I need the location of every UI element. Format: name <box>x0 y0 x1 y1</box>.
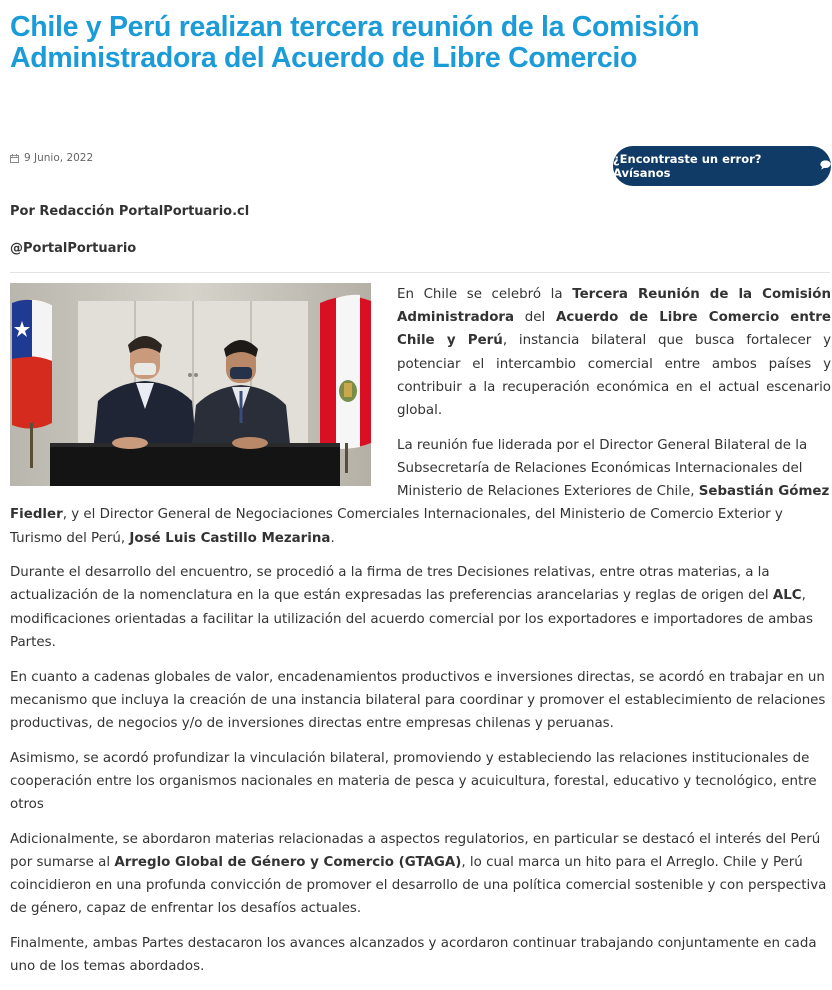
paragraph-1: En Chile se celebró la Tercera Reunión de la Comisión Administradora del Acuerdo de Libre Comercio entre Chile y Perú, instancia bilateral que busca fortalecer y potenciar el intercambio comercial entre ambos países y contribuir a la recuperación económica en el actual escenario global. <box>397 287 831 419</box>
paragraph-6: Adicionalmente, se abordaron materias relacionadas a aspectos regulatorios, en particular se destacó el interés del Perú por sumarse al Arreglo Global de Género y Comercio (GTAGA), lo cual marca un hito para el Arreglo. Chile y Perú coincidieron en una profunda convicción de promover el desarrollo de una política comercial sostenible y con perspectiva de género, capaz de enfrentar los desafíos actuales. <box>10 831 827 917</box>
author-handle: @PortalPortuario <box>10 241 137 256</box>
publish-date <box>10 152 93 164</box>
paragraph-3: Durante el desarrollo del encuentro, se procedió a la firma de tres Decisiones relativas, entre otras materias, a la actualización de la nomenclatura en la que están expresadas las preferencias arancelarias y reglas de origen del ALC, modificaciones orientadas a facilitar la utilización del acuerdo comercial por los exportadores e importadores de ambas Partes. <box>10 565 813 650</box>
speech-bubble-icon <box>820 159 831 173</box>
report-error-button[interactable] <box>613 146 831 186</box>
author-byline: Por Redacción PortalPortuario.cl <box>10 204 250 219</box>
paragraph-7: Finalmente, ambas Partes destacaron los avances alcanzados y acordaron continuar trabajando conjuntamente en cada uno de los temas abordados. <box>10 936 817 975</box>
article-body <box>10 283 831 990</box>
publish-date-text: 9 Junio, 2022 <box>24 152 94 164</box>
report-error-label: ¿Encontraste un error? Avísanos <box>613 152 762 180</box>
article-title: Chile y Perú realizan tercera reunión de la Comisión Administradora del Acuerdo de Libre Comercio <box>10 11 700 74</box>
divider <box>10 272 830 273</box>
calendar-icon <box>10 154 19 163</box>
paragraph-4: En cuanto a cadenas globales de valor, encadenamientos productivos e inversiones directas, se acordó en trabajar en un mecanismo que incluya la creación de una instancia bilateral para coordinar y promover el establecimiento de relaciones productivas, de negocios y/o de inversiones directas entre empresas chilenas y peruanas. <box>10 669 826 731</box>
article-photo <box>10 283 371 486</box>
paragraph-2: La reunión fue liderada por el Director General Bilateral de la Subsecretaría de Relaciones Económicas Internacionales del Ministerio de Relaciones Exteriores de Chile, Sebastián Gómez Fiedler, y el Director General de Negociaciones Comerciales Internacionales, del Ministerio de Comercio Exterior y Turismo del Perú, José Luis Castillo Mezarina. <box>10 437 830 546</box>
paragraph-5: Asimismo, se acordó profundizar la vinculación bilateral, promoviendo y estableciendo las relaciones institucionales de cooperación entre los organismos nacionales en materia de pesca y acuicultura, forestal, educativo y tecnológico, entre otros <box>10 750 817 813</box>
